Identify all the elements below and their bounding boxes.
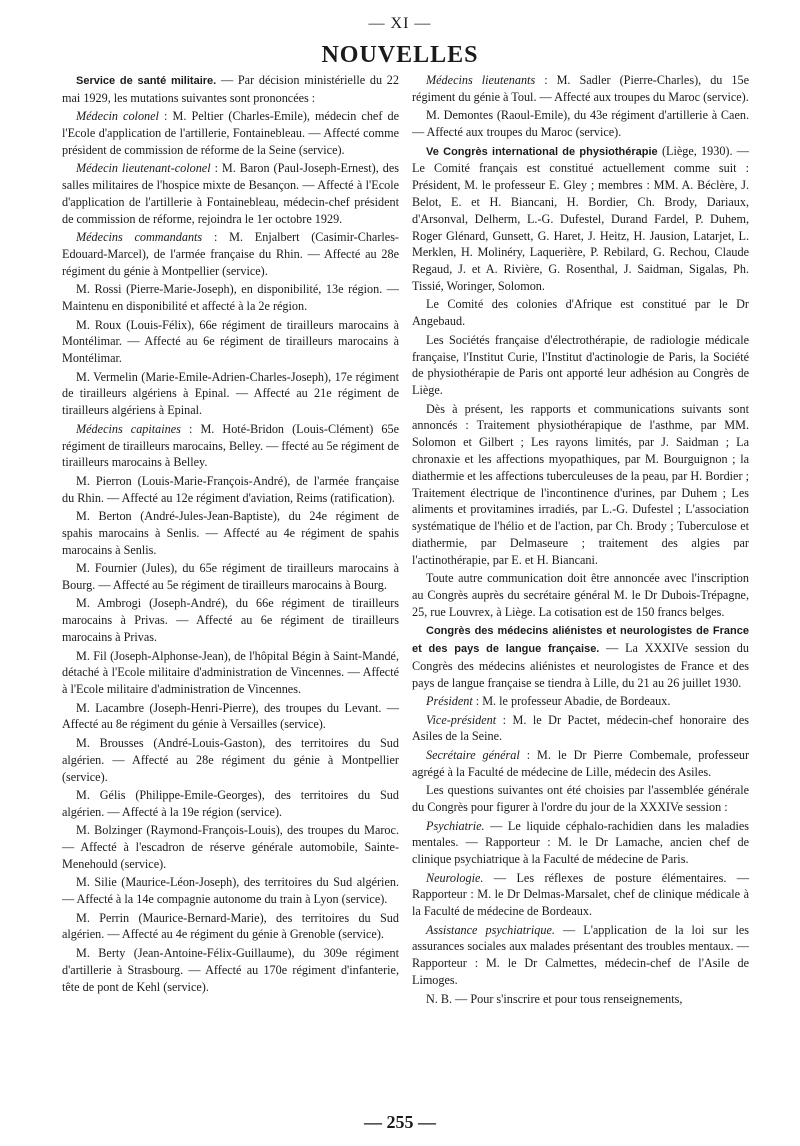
paragraph-text: — Par décision ministérielle du 22 mai 1929, les mutations suivantes sont prononcées :	[62, 73, 399, 105]
paragraph	[412, 991, 749, 1008]
paragraph-text: Toute autre communication doit être annoncée avec l'inscription au Congrès auprès du secrétaire général M. le Dr Dubois-Trépagne, 25, rue Louvrex, à Liège. La cotisation est de 150 francs belges.	[412, 571, 749, 619]
paragraph-lead: Psychiatrie.	[426, 818, 485, 833]
paragraph	[412, 107, 749, 141]
paragraph	[62, 317, 399, 367]
paragraph-text: : M. Peltier (Charles-Emile), médecin chef de l'Ecole d'application de l'artillerie, Fontainebleau. — Affecté comme président de commission de réforme de la Seine (service).	[62, 109, 399, 157]
right-column	[412, 72, 749, 1106]
paragraph-lead: Assistance psychiatrique.	[426, 922, 555, 937]
paragraph	[62, 72, 399, 107]
paragraph-text: Dès à présent, les rapports et communications suivants sont annoncés : Traitement physiothérapique de l'asthme, par MM. Solomon et Gilbert ; Les rayons limités, par J. Saidman ; La chronaxie et les affections myopathiques, par M. Bourguignon ; la diathermie et les affections tuberculeuses de la peau, par H. Bordier ; Traitement électrique de l'incontinence d'urines, par Duhem ; Les aliments et provitamines irradiés, par L.-G. Dufestel ; L'association systématique de l'hélio et de l'action, par Ch. Brody ; Tuberculose et diathermie, par Delmaseure ; traitement des algies par l'actinothérapie, par E. et H. Biancani.	[412, 401, 749, 567]
paragraph	[62, 910, 399, 944]
paragraph	[62, 281, 399, 315]
paragraph	[62, 160, 399, 227]
left-column	[62, 72, 399, 1106]
page-number: — 255 —	[364, 1112, 436, 1132]
paragraph-text: Le Comité des colonies d'Afrique est constitué par le Dr Angebaud.	[412, 297, 749, 329]
paragraph-text: — Le liquide céphalo-rachidien dans les maladies mentales. — Rapporteur : M. le Dr Lamache, ancien chef de clinique psychiatrique à la Faculté de médecine de Paris.	[412, 818, 749, 867]
paragraph-text: : M. le Dr Pactet, médecin-chef honoraire des Asiles de la Seine.	[412, 712, 749, 744]
paragraph	[412, 143, 749, 295]
paragraph	[62, 560, 399, 594]
paragraph-text: M. Fil (Joseph-Alphonse-Jean), de l'hôpital Bégin à Saint-Mandé, détaché à l'Ecole militaire d'administration de Vincennes. — Affecté à l'Ecole militaire d'administration de Vincennes.	[62, 648, 399, 697]
paragraph-text: M. Gélis (Philippe-Emile-Georges), des territoires du Sud algérien. — Affecté à la 19e région (service).	[62, 787, 399, 819]
paragraph	[62, 369, 399, 419]
paragraph-text: : M. le professeur Abadie, de Bordeaux.	[472, 694, 671, 709]
paragraph-text: (Liège, 1930). — Le Comité français est constitué actuellement comme suit : Président, M. le professeur E. Gley ; membres : MM. A. Béclère, J. Belot, E. et H. Biancani, H. Bordier, Ch. Brody, Dariaux, d'Arsonval, Delherm, L.-G. Dufestel, Durand Fardel, P. Duhem, Roger Glénard, Gunsett, G. Haret, J. Heitz, H. Jausion, Latarjet, L. Merklen, H. Molinéry, Laquerière, P. Rebilard, G. Rechou, Claude Regaud, J. et A. Rivière, G. Rosenthal, J. Saidman, Sigalas, Ph. Tissié, Woringer, Solomon.	[412, 143, 749, 293]
paragraph	[412, 72, 749, 106]
paragraph	[412, 622, 749, 691]
section-title: NOUVELLES	[321, 42, 479, 68]
roman-page-number: — XI —	[368, 15, 432, 32]
paragraph	[412, 747, 749, 781]
paragraph	[62, 508, 399, 558]
paragraph-text: M. Berton (André-Jules-Jean-Baptiste), du 24e régiment de spahis marocains à Senlis. — Affecté au 4e régiment de spahis marocains à Senlis.	[62, 509, 399, 557]
paragraph-lead: Neurologie.	[426, 870, 484, 885]
paragraph-lead: Secrétaire général	[426, 747, 520, 762]
paragraph-text: M. Demontes (Raoul-Emile), du 43e régiment d'artillerie à Caen. — Affecté aux troupes du Maroc (service).	[412, 108, 749, 140]
paragraph	[62, 229, 399, 279]
paragraph	[412, 782, 749, 816]
paragraph-lead: Médecins capitaines	[76, 421, 181, 436]
paragraph	[62, 108, 399, 158]
paragraph-lead: Service de santé militaire.	[76, 75, 217, 87]
paragraph-text: N. B. — Pour s'inscrire et pour tous renseignements,	[426, 991, 683, 1006]
paragraph	[62, 945, 399, 995]
paragraph	[412, 570, 749, 620]
paragraph-text: — L'application de la loi sur les assurances sociales aux malades présentant des troubles mentaux. — Rapporteur : M. le Dr Calmettes, médecin-chef de l'Asile de Limoges.	[412, 922, 749, 988]
paragraph-lead: Président	[426, 694, 473, 709]
paragraph-text: Les questions suivantes ont été choisies par l'assemblée générale du Congrès pour figurer à l'ordre du jour de la XXXIVe session :	[412, 783, 749, 815]
paragraph-text: M. Lacambre (Joseph-Henri-Pierre), des troupes du Levant. — Affecté au 8e régiment du génie à Versailles (service).	[62, 700, 399, 732]
paragraph	[412, 712, 749, 746]
paragraph	[62, 473, 399, 507]
paragraph	[62, 735, 399, 785]
paragraph-lead: Médecin colonel	[76, 109, 159, 124]
paragraph-lead: Médecin lieutenant-colonel	[76, 161, 211, 176]
paragraph-text: M. Vermelin (Marie-Emile-Adrien-Charles-Joseph), 17e régiment de tirailleurs algériens à Epinal. — Affecté au 21e régiment de tirailleurs algériens à Epinal.	[62, 369, 399, 418]
paragraph-text: Les Sociétés française d'électrothérapie, de radiologie médicale française, l'Institut Curie, l'Institut d'actinologie de Paris, la Société de physiothérapie de Paris ont apporté leur adhésion au Congrès de Liège.	[412, 332, 749, 398]
paragraph-lead: Médecins lieutenants	[426, 73, 536, 87]
paragraph-text: M. Fournier (Jules), du 65e régiment de tirailleurs marocains à Bourg. — Affecté au 5e régiment de tirailleurs marocains à Bourg.	[62, 561, 399, 592]
paragraph-text: M. Brousses (André-Louis-Gaston), des territoires du Sud algérien. — Affecté au 28e régiment du génie à Montpellier (service).	[62, 735, 399, 784]
paragraph-text: : M. le Dr Pierre Combemale, professeur agrégé à la Faculté de médecine de Lille, médecin des Asiles.	[412, 747, 749, 779]
paragraph-lead: Ve Congrès international de physiothérapie	[426, 145, 658, 158]
paragraph	[62, 421, 399, 471]
paragraph	[62, 700, 399, 734]
paragraph-text: — Les réflexes de posture élémentaires. — Rapporteur : M. le Dr Delmas-Marsalet, chef de clinique médicale à la Faculté de médecine de Bordeaux.	[412, 870, 749, 919]
paragraph-text: M. Bolzinger (Raymond-François-Louis), des troupes du Maroc. — Affecté à l'escadron de réserve générale automobile, Sainte-Menehould (service).	[62, 823, 399, 871]
paragraph	[412, 922, 749, 989]
paragraph-text: M. Silie (Maurice-Léon-Joseph), des territoires du Sud algérien. — Affecté à la 14e compagnie autonome du train à Lyon (service).	[62, 875, 399, 907]
paragraph	[412, 332, 749, 399]
paragraph	[412, 401, 749, 569]
paragraph	[412, 818, 749, 868]
paragraph-text: : M. Hoté-Bridon (Louis-Clément) 65e régiment de tirailleurs marocains, Belley. — ffecté au 5e régiment de tirailleurs marocains à Belley.	[62, 421, 399, 470]
paragraph-text: M. Pierron (Louis-Marie-François-André), de l'armée française du Rhin. — Affecté au 12e régiment d'aviation, Reims (ratification).	[62, 473, 399, 505]
paragraph	[62, 648, 399, 698]
paragraph-text: M. Rossi (Pierre-Marie-Joseph), en disponibilité, 13e région. — Maintenu en disponibilité et affecté à la 2e région.	[62, 282, 399, 314]
paragraph-text: — La XXXIVe session du Congrès des médecins aliénistes et neurologistes de France et des pays de langue française se tiendra à Lille, du 21 au 26 juillet 1930.	[412, 641, 749, 690]
paragraph	[62, 787, 399, 821]
paragraph-text: M. Perrin (Maurice-Bernard-Marie), des territoires du Sud algérien. — Affecté au 4e régiment du génie à Grenoble (service).	[62, 910, 399, 942]
paragraph-text: M. Roux (Louis-Félix), 66e régiment de tirailleurs marocains à Montélimar. — Affecté au 6e régiment de tirailleurs marocains à Montélimar.	[62, 317, 399, 366]
paragraph	[412, 870, 749, 920]
paragraph	[62, 822, 399, 872]
paragraph	[412, 296, 749, 330]
paragraph-lead: Médecins commandants	[76, 230, 203, 245]
paragraph	[62, 595, 399, 645]
paragraph-text: M. Ambrogi (Joseph-André), du 66e régiment de tirailleurs marocains à Privas. — Affecté au 6e régiment de tirailleurs marocains à Privas.	[62, 596, 399, 645]
paragraph-lead: Congrès des médecins aliénistes et neurologistes de France et des pays de langue française.	[412, 625, 749, 656]
paragraph-text: M. Berty (Jean-Antoine-Félix-Guillaume), du 309e régiment d'artillerie à Strasbourg. — Affecté au 170e régiment d'infanterie, tête de pont de Kehl (service).	[62, 945, 399, 994]
paragraph-text: : M. Sadler (Pierre-Charles), du 15e régiment du génie à Toul. — Affecté aux troupes du Maroc (service).	[412, 73, 749, 104]
paragraph-text: : M. Enjalbert (Casimir-Charles-Edouard-Marcel), de l'armée française du Rhin. — Affecté au 28e régiment du génie à Montpellier (service).	[62, 230, 399, 278]
paragraph-text: : M. Baron (Paul-Joseph-Ernest), des salles militaires de l'hospice mixte de Besançon. — Affecté à l'Ecole d'application de l'artillerie à Fontainebleau, médecin-chef président de commission de réforme, rejoindra le 1er octobre 1929.	[62, 161, 399, 226]
paragraph	[62, 874, 399, 908]
paragraph	[412, 693, 749, 710]
paragraph-lead: Vice-président	[426, 712, 497, 727]
